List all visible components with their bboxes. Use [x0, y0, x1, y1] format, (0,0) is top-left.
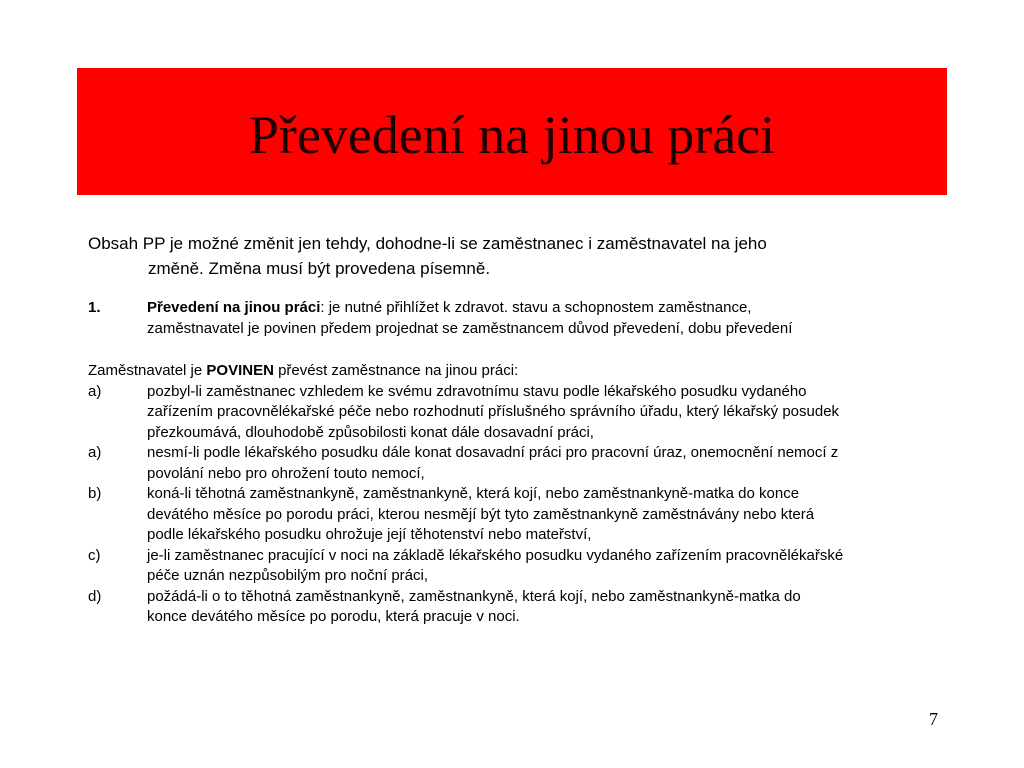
list-item-line: podle lékařského posudku ohrožuje její těhotenství nebo mateřství, — [147, 526, 592, 543]
obligation-section — [88, 361, 948, 628]
list-item — [88, 443, 948, 484]
list-item-line: péče uznán nezpůsobilým pro noční práci, — [147, 567, 429, 584]
intro-paragraph — [88, 231, 908, 281]
list-marker: a) — [88, 444, 102, 461]
list-item — [88, 484, 948, 546]
list-item-line: nesmí-li podle lékařského posudku dále konat dosavadní práci pro pracovní úraz, onemocnění nemocí z — [147, 444, 839, 461]
list-marker: c) — [88, 546, 101, 564]
list-marker: a) — [88, 382, 102, 400]
list-item-line: požádá-li o to těhotná zaměstnankyně, zaměstnankyně, která kojí, nebo zaměstnankyně-matka do — [147, 587, 801, 605]
obligation-heading — [88, 361, 948, 382]
list-item-line: povolání nebo pro ohrožení touto nemocí, — [147, 464, 425, 482]
point-1-bold: Převedení na jinou práci — [147, 299, 321, 316]
point-1-row-2 — [88, 319, 948, 340]
list-marker: b) — [88, 485, 102, 502]
list-marker: d) — [88, 587, 102, 605]
title-banner — [77, 68, 947, 195]
slide-title: Převedení na jinou práci — [248, 104, 776, 165]
list-item-line: pozbyl-li zaměstnanec vzhledem ke svému zdravotnímu stavu podle lékařského posudku vydaného — [147, 382, 807, 400]
intro-line-2: změně. Změna musí být provedena písemně. — [148, 259, 491, 278]
obligation-prefix: Zaměstnavatel je — [88, 362, 207, 379]
point-1-rest: : je nutné přihlížet k zdravot. stavu a schopnostem zaměstnance, — [320, 299, 752, 316]
point-1 — [88, 298, 948, 339]
point-1-text — [147, 298, 948, 319]
page-number: 7 — [929, 709, 938, 729]
list-item — [88, 587, 948, 628]
point-1-marker: 1. — [88, 299, 101, 316]
list-item-line: devátého měsíce po porodu práci, kterou nesmějí být tyto zaměstnankyně zaměstnávány nebo která — [147, 505, 815, 523]
list-item-line: je-li zaměstnanec pracující v noci na základě lékařského posudku vydaného zařízením pracovnělékařské — [147, 546, 844, 564]
obligation-suffix: převést zaměstnance na jinou práci: — [273, 362, 519, 379]
list-item-line: přezkoumává, dlouhodobě způsobilosti konat dále dosavadní práci, — [147, 423, 594, 441]
intro-line-1: Obsah PP je možné změnit jen tehdy, dohodne-li se zaměstnanec i zaměstnavatel na jeho — [88, 234, 767, 253]
point-1-line-2: zaměstnavatel je povinen předem projednat se zaměstnancem důvod převedení, dobu převedení — [147, 319, 793, 337]
list-item-line: koná-li těhotná zaměstnankyně, zaměstnankyně, která kojí, nebo zaměstnankyně-matka do konce — [147, 485, 800, 502]
list-item — [88, 546, 948, 587]
list-item — [88, 382, 948, 444]
point-1-row-1 — [88, 298, 948, 319]
list-item-line: zařízením pracovnělékařské péče nebo rozhodnutí příslušného správního úřadu, který lékařský posudek — [147, 403, 840, 420]
list-item-line: konce devátého měsíce po porodu, která pracuje v noci. — [147, 608, 520, 625]
obligation-bold: POVINEN — [206, 362, 274, 379]
